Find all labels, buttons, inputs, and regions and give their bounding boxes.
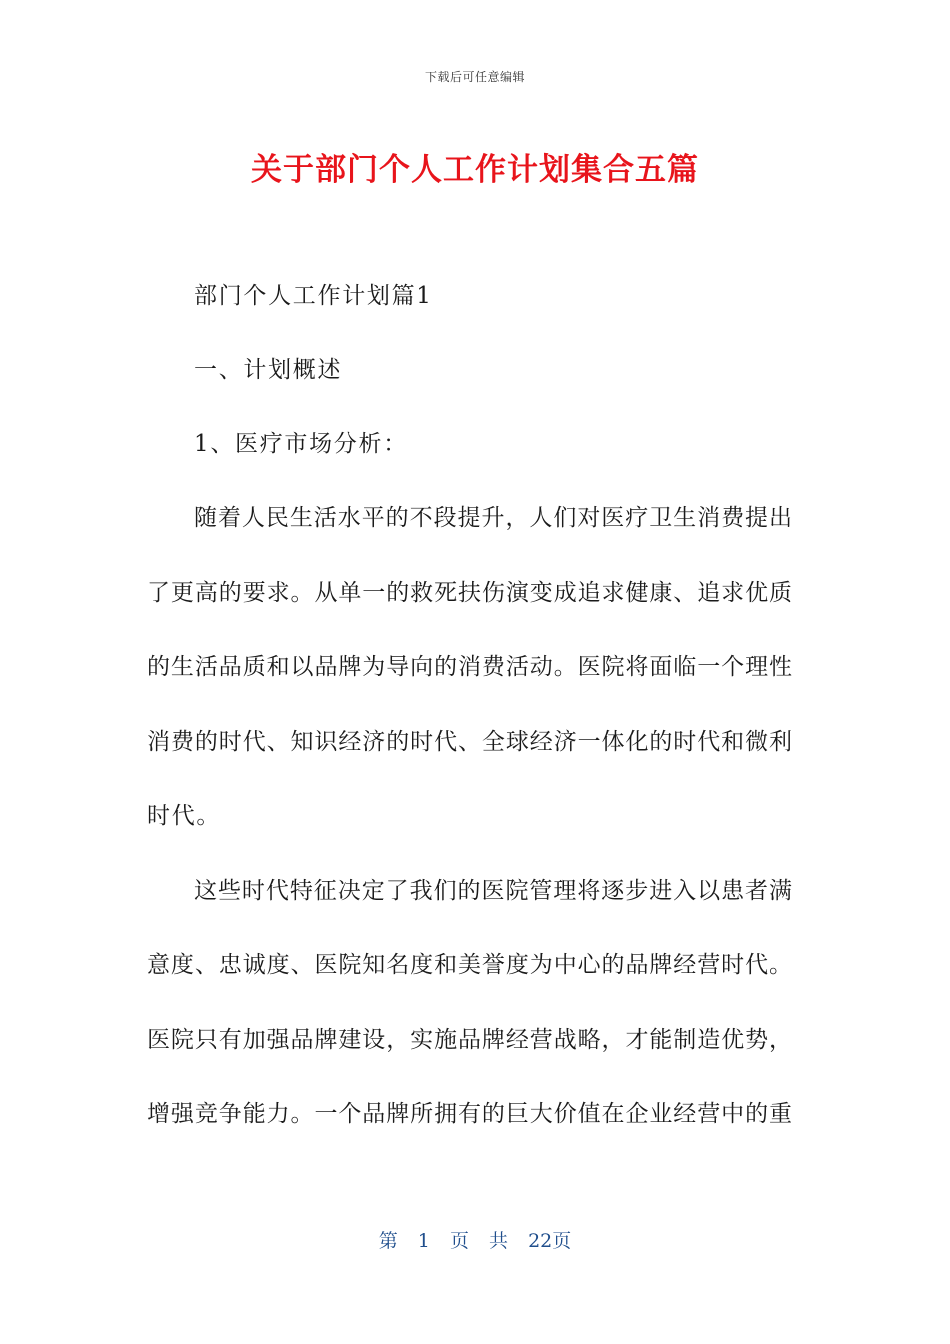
section-heading: 部门个人工作计划篇1 <box>194 283 433 309</box>
total-label-prefix: 共 <box>489 1230 509 1252</box>
paragraph-line: 时代。 <box>147 803 222 829</box>
paragraph-line: 增强竞争能力。一个品牌所拥有的巨大价值在企业经营中的重 <box>147 1101 792 1127</box>
document-title: 关于部门个人工作计划集合五篇 <box>251 152 699 188</box>
paragraph-line: 医院只有加强品牌建设，实施品牌经营战略，才能制造优势， <box>147 1027 792 1053</box>
page-number-footer <box>0 1226 950 1253</box>
subsection-heading: 一、计划概述 <box>194 357 343 383</box>
total-pages: 22页 <box>528 1230 572 1252</box>
paragraph-line: 的生活品质和以品牌为导向的消费活动。医院将面临一个理性 <box>147 654 792 680</box>
page-label-prefix: 第 <box>378 1230 398 1252</box>
paragraph-line: 意度、忠诚度、医院知名度和美誉度为中心的品牌经营时代。 <box>147 952 792 978</box>
paragraph-line: 这些时代特征决定了我们的医院管理将逐步进入以患者满 <box>194 878 792 904</box>
item-heading: 1、医疗市场分析： <box>194 431 408 457</box>
header-note: 下载后可任意编辑 <box>424 70 525 84</box>
current-page-number: 1 <box>417 1230 430 1252</box>
paragraph-line: 随着人民生活水平的不段提升，人们对医疗卫生消费提出 <box>194 505 792 531</box>
paragraph-line: 消费的时代、知识经济的时代、全球经济一体化的时代和微利 <box>147 729 792 755</box>
paragraph-line: 了更高的要求。从单一的救死扶伤演变成追求健康、追求优质 <box>147 580 792 606</box>
page-label-mid: 页 <box>449 1230 469 1252</box>
